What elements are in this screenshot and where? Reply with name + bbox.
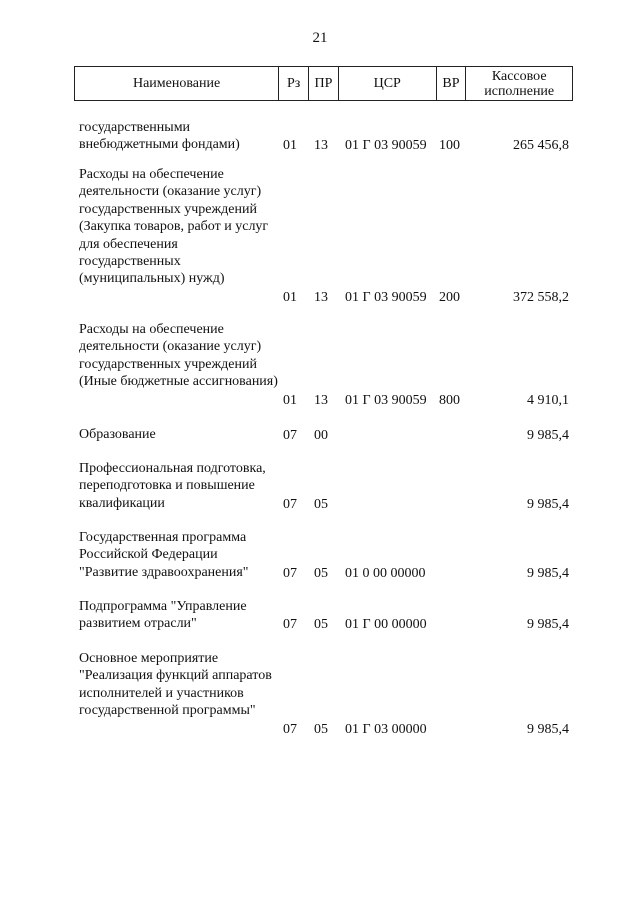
table-row (79, 598, 573, 633)
row-csr: 01 0 00 00000 (345, 565, 426, 581)
row-name: государственными внебюджетными фондами) (79, 120, 240, 153)
header-name: Наименование (132, 76, 221, 91)
header-rz: Рз (278, 67, 308, 100)
table-row (79, 426, 573, 444)
row-name: Подпрограмма "Управление развитием отрасли" (79, 599, 247, 632)
header-vr: ВР (436, 67, 466, 100)
row-csr: 01 Г 00 00000 (345, 616, 427, 632)
row-pr: 13 (314, 137, 328, 153)
row-rz: 01 (283, 392, 297, 408)
row-amount: 9 985,4 (527, 427, 569, 443)
table-row (79, 321, 573, 409)
row-csr: 01 Г 03 90059 (345, 137, 427, 153)
row-rz: 01 (283, 289, 297, 305)
header-pr: ПР (308, 67, 338, 100)
table-row (79, 460, 573, 513)
row-amount: 9 985,4 (527, 496, 569, 512)
row-rz: 01 (283, 137, 297, 153)
row-amount: 9 985,4 (527, 721, 569, 737)
row-pr: 13 (314, 289, 328, 305)
row-pr: 13 (314, 392, 328, 408)
row-csr: 01 Г 03 90059 (345, 289, 427, 305)
table-row (79, 529, 573, 582)
row-amount: 9 985,4 (527, 565, 569, 581)
table-row (79, 166, 573, 306)
row-name: Расходы на обеспечение деятельности (оказание услуг) государственных учреждений (Иные бюджетные ассигнования) (79, 322, 278, 390)
row-amount: 9 985,4 (527, 616, 569, 632)
row-amount: 372 558,2 (513, 289, 569, 305)
row-rz: 07 (283, 721, 297, 737)
row-pr: 00 (314, 427, 328, 443)
row-pr: 05 (314, 721, 328, 737)
table-header (74, 66, 573, 101)
row-vr: 200 (439, 289, 460, 305)
row-name: Расходы на обеспечение деятельности (оказание услуг) государственных учреждений (Закупка товаров, работ и услуг для обеспечения государственных (муниципальных) нужд) (79, 167, 269, 287)
header-kassovoe: Кассовое исполнение (465, 67, 572, 100)
row-rz: 07 (283, 565, 297, 581)
row-name: Основное мероприятие "Реализация функций аппаратов исполнителей и участников государственной программы" (79, 651, 272, 719)
row-pr: 05 (314, 616, 328, 632)
row-amount: 4 910,1 (527, 392, 569, 408)
table-row (79, 650, 573, 738)
row-pr: 05 (314, 565, 328, 581)
row-name: Образование (79, 427, 156, 442)
row-rz: 07 (283, 427, 297, 443)
header-csr: ЦСР (338, 67, 436, 100)
row-amount: 265 456,8 (513, 137, 569, 153)
row-csr: 01 Г 03 00000 (345, 721, 427, 737)
row-vr: 100 (439, 137, 460, 153)
row-pr: 05 (314, 496, 328, 512)
row-csr: 01 Г 03 90059 (345, 392, 427, 408)
row-vr: 800 (439, 392, 460, 408)
page-number: 21 (312, 30, 328, 46)
row-name: Государственная программа Российской Федерации "Развитие здравоохранения" (79, 530, 249, 580)
table-row (79, 119, 573, 154)
row-name: Профессиональная подготовка, переподготовка и повышение квалификации (79, 461, 266, 511)
row-rz: 07 (283, 616, 297, 632)
row-rz: 07 (283, 496, 297, 512)
